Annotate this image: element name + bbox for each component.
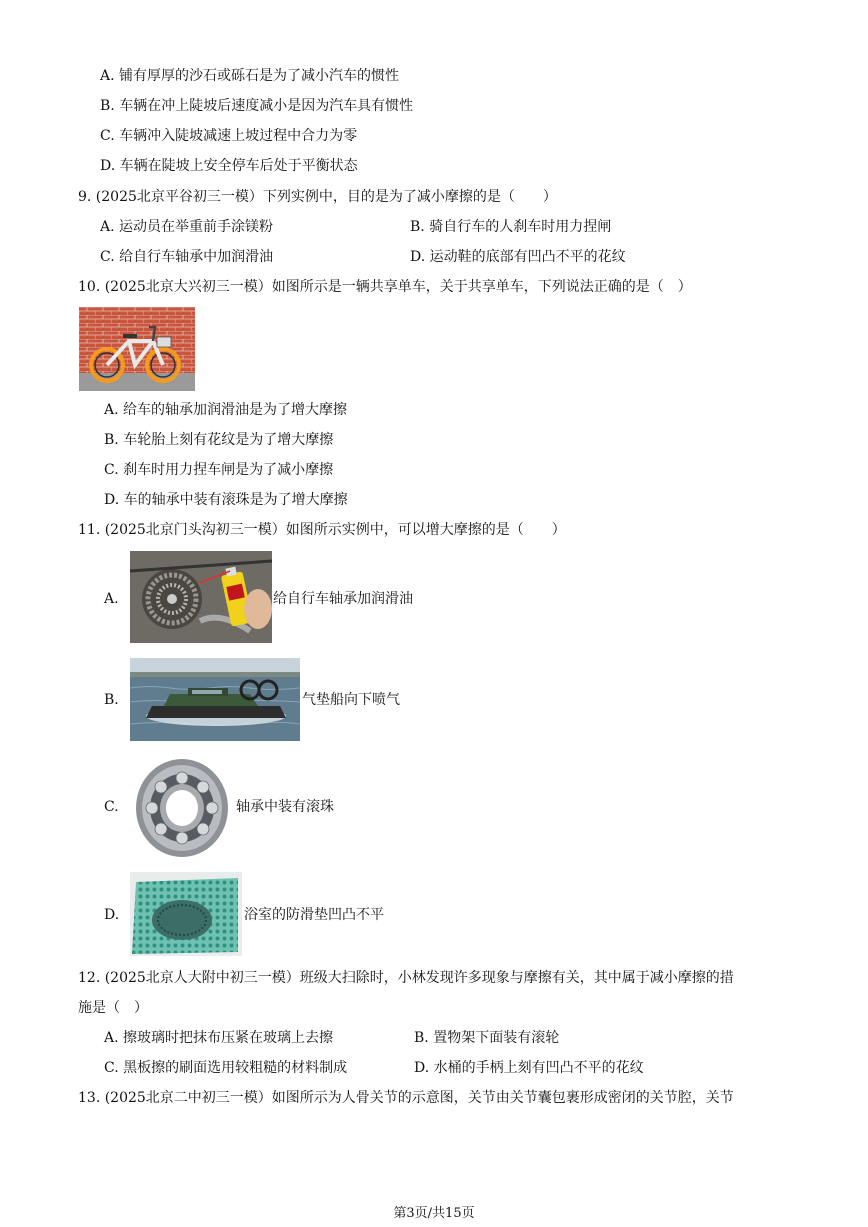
q9-stem: 9. (2025北京平谷初三一模）下列实例中，目的是为了减小摩擦的是（ ）	[78, 189, 557, 205]
q12-stem-line1: 12. (2025北京人大附中初三一模）班级大扫除时，小林发现许多现象与摩擦有关，其中属于减小摩擦的措	[78, 970, 734, 986]
q10-stem: 10. (2025北京大兴初三一模）如图所示是一辆共享单车，关于共享单车，下列说法正确的是（ ）	[78, 279, 692, 295]
q11-option-a-text: 给自行车轴承加润滑油	[273, 591, 413, 607]
shared-bike-image	[79, 307, 195, 391]
q9-option-c: C. 给自行车轴承中加润滑油	[100, 249, 274, 265]
q10-option-b: B. 车轮胎上刻有花纹是为了增大摩擦	[104, 432, 334, 448]
q11-option-a-letter: A.	[104, 591, 119, 607]
q11-option-c-letter: C.	[104, 799, 119, 815]
q8-option-d: D. 车辆在陡坡上安全停车后处于平衡状态	[100, 158, 358, 174]
bicycle-lubrication-image	[130, 551, 272, 643]
q12-option-c: C. 黑板擦的刷面选用较粗糙的材料制成	[104, 1060, 348, 1076]
q10-option-d: D. 车的轴承中装有滚珠是为了增大摩擦	[104, 492, 348, 508]
q12-option-b: B. 置物架下面装有滚轮	[414, 1030, 560, 1046]
q11-option-d-letter: D.	[104, 907, 120, 923]
page-footer: 第3页/共15页	[393, 1206, 475, 1221]
q10-option-c: C. 刹车时用力捏车闸是为了减小摩擦	[104, 462, 334, 478]
q12-option-d: D. 水桶的手柄上刻有凹凸不平的花纹	[414, 1060, 644, 1076]
q12-stem-line2: 施是（ ）	[78, 1000, 148, 1016]
q9-option-a: A. 运动员在举重前手涂镁粉	[100, 219, 274, 235]
q12-option-a: A. 擦玻璃时把抹布压紧在玻璃上去擦	[104, 1030, 334, 1046]
q11-stem: 11. (2025北京门头沟初三一模）如图所示实例中，可以增大摩擦的是（ ）	[78, 522, 566, 538]
q9-option-b: B. 骑自行车的人刹车时用力捏闸	[410, 219, 612, 235]
hovercraft-image	[130, 658, 300, 741]
q8-option-b: B. 车辆在冲上陡坡后速度减小是因为汽车具有惯性	[100, 98, 414, 114]
q13-stem: 13. (2025北京二中初三一模）如图所示为人骨关节的示意图，关节由关节囊包裹形成密闭的关节腔，关节	[78, 1090, 734, 1106]
anti-slip-mat-image	[130, 872, 242, 956]
q10-option-a: A. 给车的轴承加润滑油是为了增大摩擦	[104, 402, 348, 418]
q11-option-b-text: 气垫船向下喷气	[302, 692, 400, 708]
q9-option-d: D. 运动鞋的底部有凹凸不平的花纹	[410, 249, 626, 265]
q11-option-c-text: 轴承中装有滚珠	[236, 799, 334, 815]
ball-bearing-image	[130, 757, 234, 859]
q8-option-c: C. 车辆冲入陡坡减速上坡过程中合力为零	[100, 128, 358, 144]
q8-option-a: A. 铺有厚厚的沙石或砾石是为了减小汽车的惯性	[100, 68, 400, 84]
q11-option-d-text: 浴室的防滑垫凹凸不平	[244, 907, 384, 923]
q11-option-b-letter: B.	[104, 692, 119, 708]
